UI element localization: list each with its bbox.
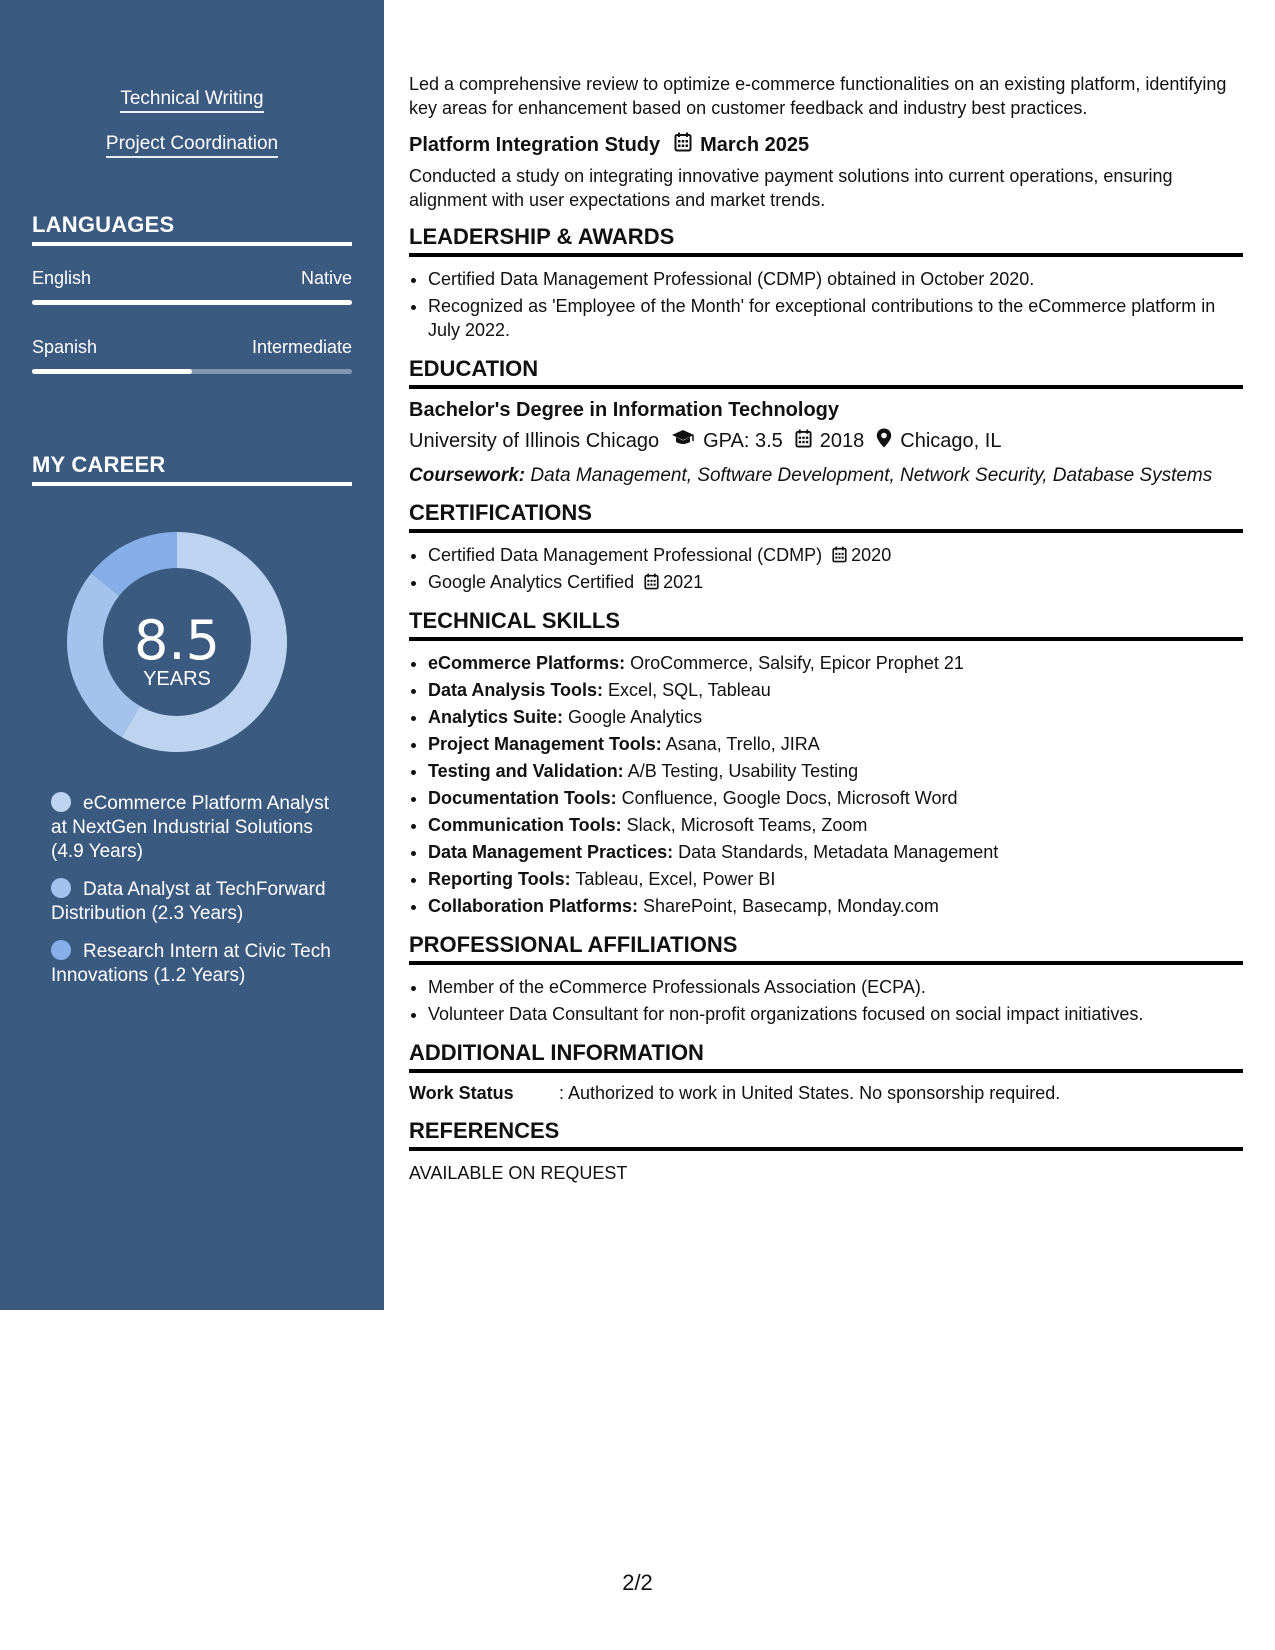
list-item: • Recognized as 'Employee of the Month' for exceptional contributions to the eCommerce platform in July 2022. xyxy=(428,294,1243,342)
language-name: English xyxy=(32,268,92,288)
career-unit: YEARS xyxy=(143,668,211,690)
language-bar-spanish xyxy=(32,369,352,374)
leadership-list xyxy=(409,267,1243,342)
list-item: • Testing and Validation: A/B Testing, Usability Testing xyxy=(428,759,1243,783)
main-content xyxy=(409,72,1243,1185)
education-gpa: GPA: 3.5 xyxy=(703,429,783,452)
list-item: • eCommerce Platforms: OroCommerce, Salsify, Epicor Prophet 21 xyxy=(428,651,1243,675)
skill-item-technical-writing: Technical Writing xyxy=(0,88,384,110)
career-legend-item: Data Analyst at TechForward Distribution (2.3 Years) xyxy=(51,879,326,924)
language-bar-fill xyxy=(32,300,352,305)
list-item: • Reporting Tools: Tableau, Excel, Power BI xyxy=(428,867,1243,891)
project-description: Conducted a study on integrating innovative payment solutions into current operations, ensuring alignment with user expectations and market trends. xyxy=(409,166,1173,210)
affiliations-list xyxy=(409,975,1243,1026)
language-name: Spanish xyxy=(32,337,98,357)
career-heading: MY CAREER xyxy=(32,452,352,486)
work-status-row xyxy=(409,1083,1243,1104)
location-pin-icon xyxy=(876,428,892,454)
legend-dot xyxy=(51,792,71,812)
technical-skills-list xyxy=(409,651,1243,918)
list-item: • Certified Data Management Professional (CDMP) obtained in October 2020. xyxy=(428,267,1243,291)
list-item: • Communication Tools: Slack, Microsoft Teams, Zoom xyxy=(428,813,1243,837)
language-row-english xyxy=(32,268,352,289)
skill-item-project-coordination: Project Coordination xyxy=(0,133,384,155)
education-degree: Bachelor's Degree in Information Technology xyxy=(409,399,840,421)
affiliations-heading: PROFESSIONAL AFFILIATIONS xyxy=(409,932,1243,965)
legend-dot xyxy=(51,878,71,898)
language-level: Native xyxy=(300,268,352,288)
language-level: Intermediate xyxy=(251,337,352,357)
leadership-heading: LEADERSHIP & AWARDS xyxy=(409,224,1243,257)
list-item: • Member of the eCommerce Professionals Association (ECPA). xyxy=(428,975,1243,999)
education-school: University of Illinois Chicago xyxy=(409,429,660,452)
references-heading: REFERENCES xyxy=(409,1118,1243,1151)
calendar-icon xyxy=(795,429,812,454)
language-bar-english xyxy=(32,300,352,305)
career-donut-chart xyxy=(62,527,292,757)
project-heading xyxy=(409,132,1243,158)
certifications-heading: CERTIFICATIONS xyxy=(409,500,1243,533)
additional-info-heading: ADDITIONAL INFORMATION xyxy=(409,1040,1243,1073)
list-item: • Data Management Practices: Data Standards, Metadata Management xyxy=(428,840,1243,864)
language-bar-fill xyxy=(32,369,192,374)
work-status-label: Work Status xyxy=(409,1083,514,1103)
sidebar xyxy=(0,0,384,1310)
list-item: • Collaboration Platforms: SharePoint, Basecamp, Monday.com xyxy=(428,894,1243,918)
career-legend-item: eCommerce Platform Analyst at NextGen Industrial Solutions (4.9 Years) xyxy=(51,793,330,862)
languages-heading: LANGUAGES xyxy=(32,212,352,246)
language-row-spanish xyxy=(32,337,352,358)
project-title: Platform Integration Study xyxy=(409,133,661,156)
project-intro: Led a comprehensive review to optimize e-commerce functionalities on an existing platform, identifying key areas for enhancement based on customer feedback and industry best practices. xyxy=(409,74,1227,118)
list-item: • Google Analytics Certified 2021 xyxy=(428,570,1243,594)
calendar-icon xyxy=(832,546,847,563)
list-item: • Volunteer Data Consultant for non-profit organizations focused on social impact initiatives. xyxy=(428,1002,1243,1026)
career-legend-item: Research Intern at Civic Tech Innovations (1.2 Years) xyxy=(51,941,331,986)
list-item: • Documentation Tools: Confluence, Google Docs, Microsoft Word xyxy=(428,786,1243,810)
legend-dot xyxy=(51,940,71,960)
calendar-icon xyxy=(674,132,692,158)
education-details xyxy=(409,428,1243,454)
career-total: 8.5 xyxy=(134,609,220,672)
list-item: • Project Management Tools: Asana, Trello, JIRA xyxy=(428,732,1243,756)
education-year: 2018 xyxy=(819,429,865,452)
page-number: 2/2 xyxy=(622,1570,653,1595)
certifications-list xyxy=(409,543,1243,594)
education-coursework: Coursework: Data Management, Software Development, Network Security, Database Systems xyxy=(409,465,1213,486)
education-heading: EDUCATION xyxy=(409,356,1243,389)
calendar-icon xyxy=(644,573,659,590)
project-date: March 2025 xyxy=(700,133,810,156)
list-item: • Certified Data Management Professional (CDMP) 2020 xyxy=(428,543,1243,567)
references-text: AVAILABLE ON REQUEST xyxy=(409,1163,628,1183)
graduation-cap-icon xyxy=(671,429,695,453)
list-item: • Data Analysis Tools: Excel, SQL, Tableau xyxy=(428,678,1243,702)
technical-skills-heading: TECHNICAL SKILLS xyxy=(409,608,1243,641)
education-location: Chicago, IL xyxy=(900,429,1002,452)
list-item: • Analytics Suite: Google Analytics xyxy=(428,705,1243,729)
work-status-value: : Authorized to work in United States. No sponsorship required. xyxy=(559,1083,1061,1103)
